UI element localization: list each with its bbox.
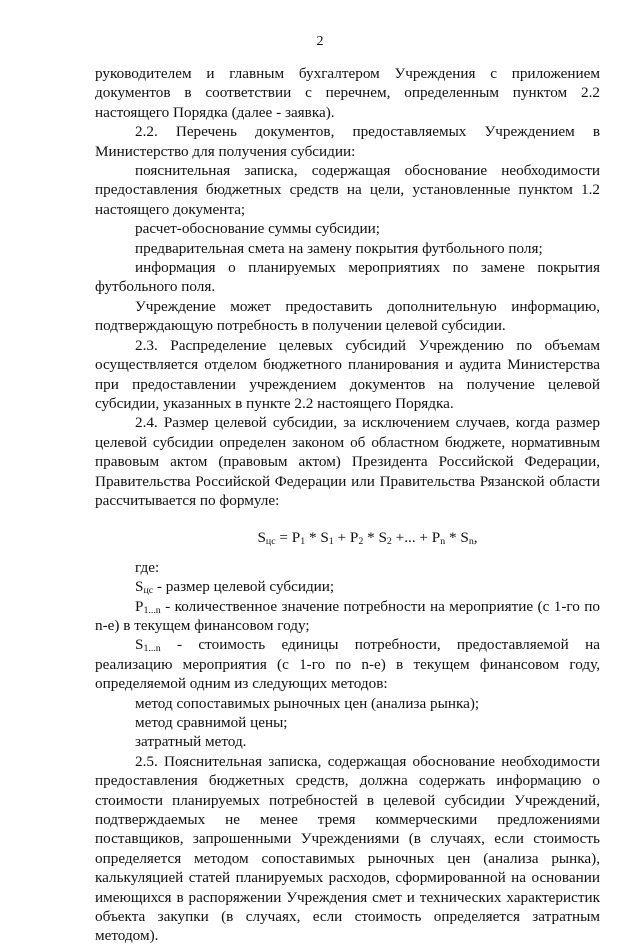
- method-comparable-price: метод сравнимой цены;: [135, 714, 288, 731]
- where-label: где:: [135, 558, 160, 576]
- definition-s: $S_{1...n}$ - стоимость единицы потребности, предоставляемой на реализацию мероприятия (с 1-го по n-е) в текущем финансовом году, определяемой одним из следующих методов:: [95, 636, 600, 693]
- paragraph-additional-info: Учреждение может предоставить дополнительную информацию, подтверждающую потребность в получении целевой субсидии.: [95, 297, 600, 335]
- list-item-explanatory-note: пояснительная записка, содержащая обоснование необходимости предоставления бюджетных средств на цели, установленные пунктом 1.2 настоящего документа;: [95, 162, 600, 218]
- paragraph-2-3: 2.3. Распределение целевых субсидий Учреждению по объемам осуществляется отделом бюджетного планирования и аудита Министерства при предоставлении учреждением документов на получение целевой субсидии, указанных в пункте 2.2 настоящего Порядка.: [95, 336, 600, 412]
- list-item-estimate: предварительная смета на замену покрытия футбольного поля;: [135, 239, 543, 257]
- list-item-calculation: расчет-обоснование суммы субсидии;: [135, 220, 380, 238]
- paragraph-2-2: 2.2. Перечень документов, предоставляемых Учреждением в Министерство для получения субсидии:: [95, 123, 600, 160]
- paragraph-2-4: 2.4. Размер целевой субсидии, за исключением случаев, когда размер целевой субсидии определен законом об областном бюджете, нормативным правовым актом (правовым актом) Президента Российской Федерации, Правительства Российской Федерации или Правительства Рязанской области рассчитывается по формуле:: [95, 414, 600, 509]
- definition-p: $P_{1...n}$ - количественное значение потребности на мероприятие (с 1-го по n-е) в текущем финансовом году;: [95, 597, 600, 634]
- method-market-prices: метод сопоставимых рыночных цен (анализа рынка);: [135, 694, 480, 712]
- page-number: 2: [316, 34, 324, 49]
- list-item-activities-info: информация о планируемых мероприятиях по замене покрытия футбольного поля.: [95, 259, 600, 296]
- method-cost: затратный метод.: [135, 733, 247, 751]
- paragraph-continuation: руководителем и главным бухгалтером Учреждения с приложением документов в соответствии с перечнем, определенным пунктом 2.2 настоящего Порядка (далее - заявка).: [95, 65, 600, 121]
- definition-s-ts: $S_{цс}$ - размер целевой субсидии;: [135, 578, 335, 597]
- paragraph-2-5: 2.5. Пояснительная записка, содержащая обоснование необходимости предоставления бюджетных средств, должна содержать информацию о стоимости планируемых потребностей в целевой субсидии Учреждений, подтверждаемых не менее тремя коммерческими предложениями поставщиков, запрошенными Учреждениями (в случаях, если стоимость определяется методом сопоставимых рыночных цен (анализа рынка), калькуляцией статей планируемых расходов, сформированной на основании имеющихся в распоряжении Учреждения смет и технических характеристик объекта закупки (в случаях, если стоимость определяется затратным методом).: [95, 752, 600, 945]
- subsidy-formula: $S_{цс} = P_1 * S_1 + P_2 * S_2$ +... + $P_n * S_n$,: [257, 529, 478, 548]
- document-body: [95, 64, 600, 946]
